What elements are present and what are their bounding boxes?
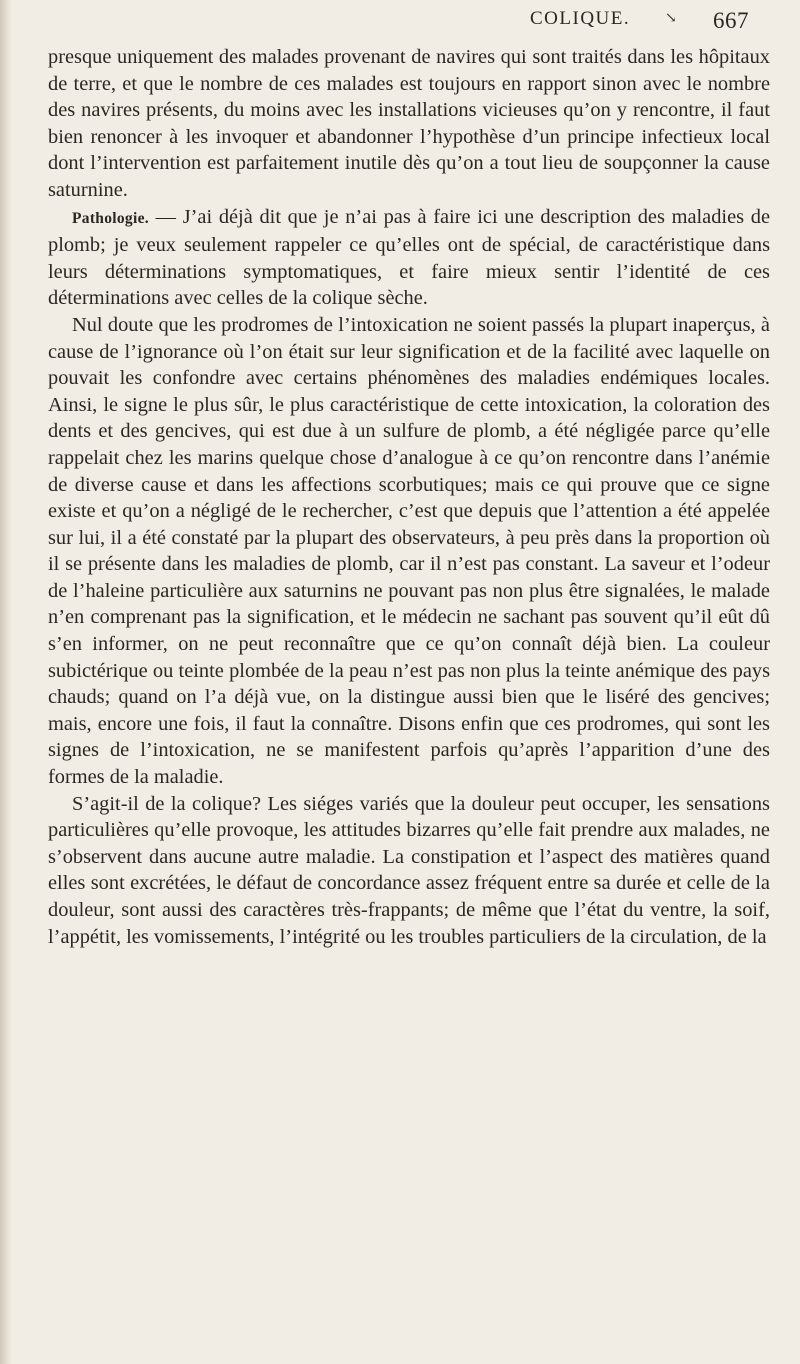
paragraph-text: Nul doute que les prodromes de l’intoxication ne soient passés la plupart inaperçus, à cause de l’ignorance où l’on était sur leur signification et de la facilité avec laquelle on pouvait les confondre avec certains phénomènes des maladies endémiques locales. Ainsi, le signe le plus sûr, le plus caractéristique de cette intoxication, la coloration des dents et des gencives, qui est due à un sulfure de plomb, a été négligée parce qu’elle rappelait chez les marins quelque chose d’analogue à ce qu’on rencontre dans l’anémie de diverse cause et dans les affections scorbutiques; mais ce qui prouve que ce signe existe et qu’on a négligé de le rechercher, c’est que depuis que l’attention a été appelée sur lui, il a été constaté par la plupart des observateurs, à peu près dans la proportion où il se présente dans les maladies de plomb, car il n’est pas constant. La saveur et l’odeur de l’haleine particulière aux saturnins ne pouvant pas non plus être signalées, le malade n’en comprenant pas la signification, et le médecin ne sachant pas souvent qu’il eût dû s’en informer, on ne peut reconnaître que ce qu’on connaît déjà bien. La couleur subictérique ou teinte plombée de la peau n’est pas non plus la teinte anémique des pays chauds; quand on l’a déjà vue, on la distingue aussi bien que le liséré des gencives; mais, encore une fois, il faut la connaître. Disons enfin que ces prodromes, qui sont les signes de l’intoxication, ne se manifestent parfois qu’après l’apparition d’une des formes de la maladie. [48, 313, 770, 789]
section-heading: Pathologie. [72, 209, 149, 227]
running-head: COLIQUE. [530, 8, 631, 29]
page-number: 667 [713, 8, 749, 33]
page-header [0, 8, 800, 38]
paragraph-text: S’agit-il de la colique? Les siéges variés que la douleur peut occuper, les sensations particulières qu’elle provoque, les attitudes bizarres qu’elle fait prendre aux malades, ne s’observent dans aucune autre maladie. La constipation et l’aspect des matières quand elles sont excrétées, le défaut de concordance assez fréquent entre sa durée et celle de la douleur, sont aussi des caractères très-frappants; de même que l’état du ventre, la soif, l’appétit, les vomissements, l’intégrité ou les troubles particuliers de la circulation, de la [48, 792, 770, 948]
printer-mark: ↘ [665, 11, 678, 26]
paragraph-text: — J’ai déjà dit que je n’ai pas à faire ici une description des maladies de plomb; je veux seulement rappeler ce qu’elles ont de spécial, de caractéristique dans leurs déterminations symptomatiques, et faire mieux sentir l’identité de ces déterminations avec celles de la colique sèche. [48, 205, 770, 310]
paragraph [48, 791, 770, 951]
page-gutter-shadow [0, 0, 12, 1364]
body-text [48, 44, 770, 950]
paragraph [48, 312, 770, 791]
paragraph [48, 44, 770, 204]
paragraph [48, 204, 770, 312]
paragraph-text: presque uniquement des malades provenant de navires qui sont traités dans les hôpitaux de terre, et que le nombre de ces malades est toujours en rapport sinon avec le nombre des navires présents, du moins avec les installations vicieuses qu’on y rencontre, il faut bien renoncer à les invoquer et abandonner l’hypothèse d’un principe infectieux local dont l’intervention est parfaitement inutile dès qu’on a tout lieu de soupçonner la cause saturnine. [48, 46, 770, 201]
